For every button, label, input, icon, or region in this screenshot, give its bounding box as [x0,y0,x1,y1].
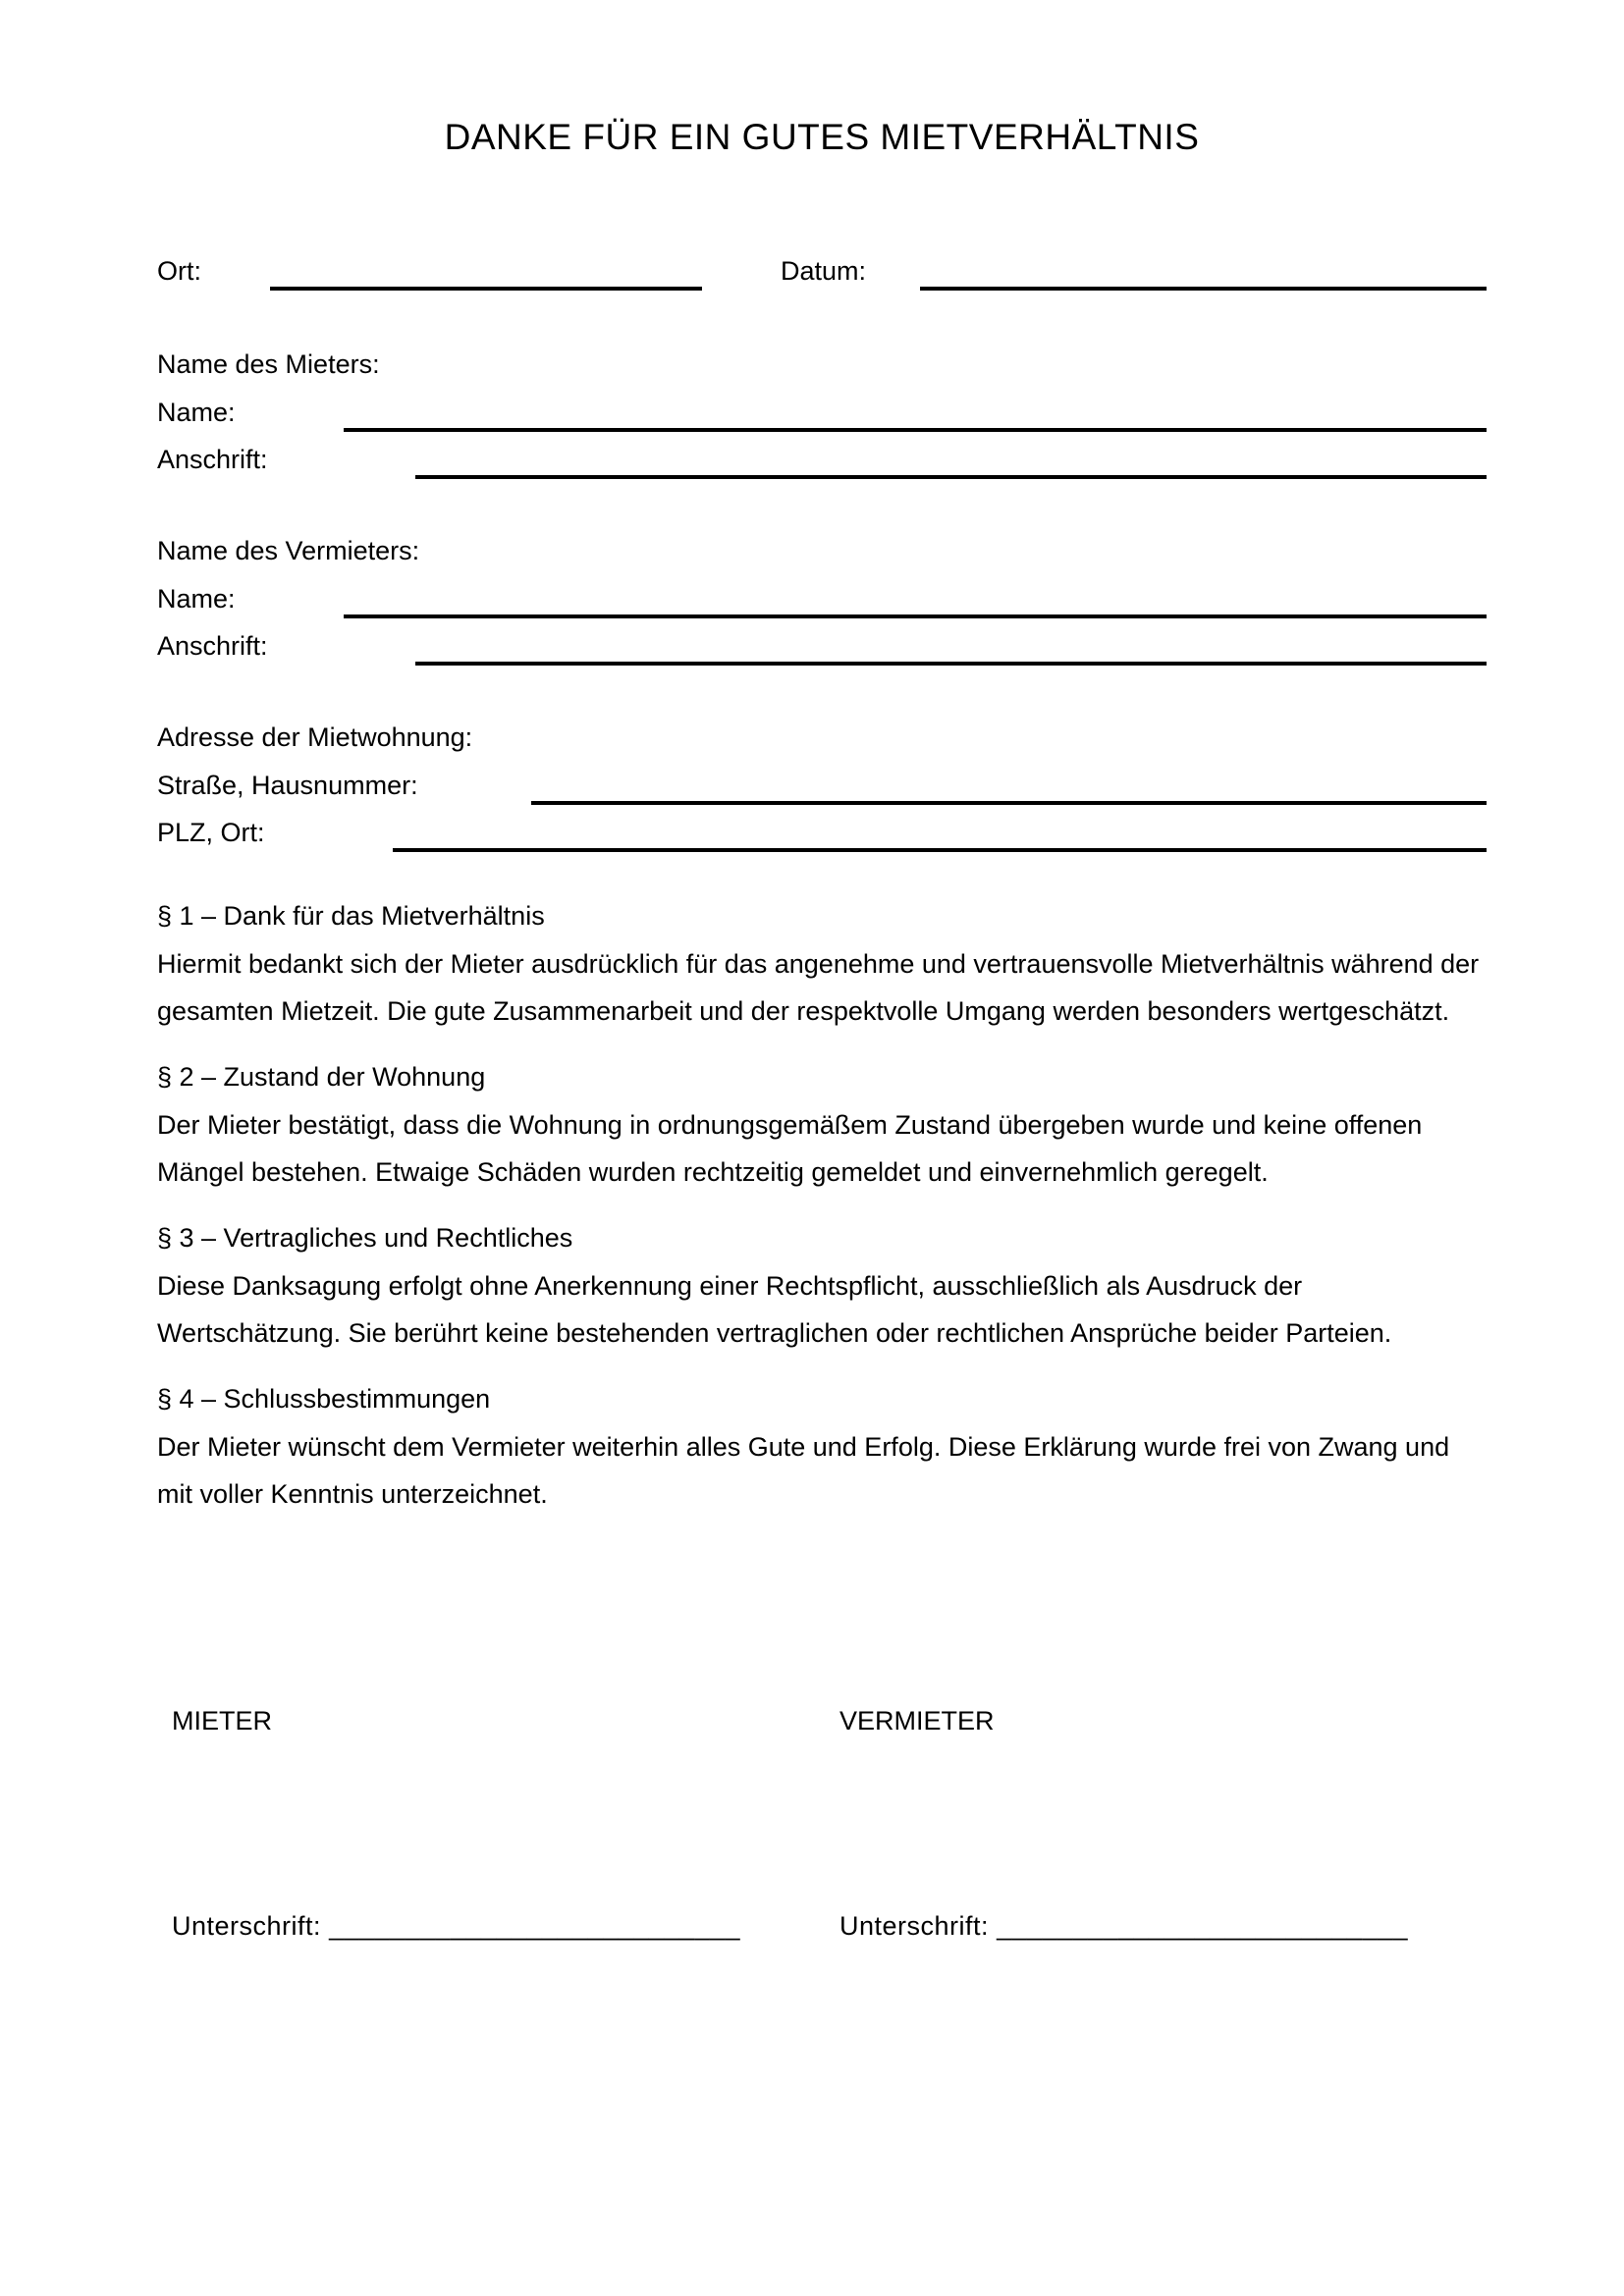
paragraph-2-body: Der Mieter bestätigt, dass die Wohnung in ordnungsgemäßem Zustand übergeben wurde und keine offenen Mängel bestehen. Etwaige Schäden wurden rechtzeitig gemeldet und einvernehmlich geregelt. [157,1110,1423,1187]
plz-row [157,813,1487,852]
paragraph-4-body: Der Mieter wünscht dem Vermieter weiterhin alles Gute und Erfolg. Diese Erklärung wurde frei von Zwang und mit voller Kenntnis unterzeichnet. [157,1432,1450,1509]
paragraph-2-heading: § 2 – Zustand der Wohnung [157,1062,486,1092]
mieter-unterschrift-row [172,1906,839,1946]
mieter-anschrift-row [157,440,1487,479]
vermieter-name-row [157,579,1487,618]
signature-headings-row [157,1704,1487,1737]
plz-label: PLZ, Ort: [157,818,265,847]
mieter-unterschrift-line: ___________________________ [329,1911,740,1941]
paragraph-3-body: Diese Danksagung erfolgt ohne Anerkennung einer Rechtspflicht, ausschließlich als Ausdruck der Wertschätzung. Sie berührt keine bestehenden vertraglichen oder rechtlichen Ansprüche beider Parteien. [157,1271,1392,1348]
vermieter-unterschrift-row [839,1906,1487,1946]
ort-datum-row [157,251,1487,291]
mieter-unterschrift-label: Unterschrift: [172,1911,322,1941]
vermieter-unterschrift-label: Unterschrift: [839,1911,990,1941]
signature-lines-row [157,1906,1487,1946]
vermieter-unterschrift-line: ___________________________ [997,1911,1408,1941]
paragraph-3-heading: § 3 – Vertragliches und Rechtliches [157,1223,573,1253]
document-title: DANKE FÜR EIN GUTES MIETVERHÄLTNIS [444,117,1200,157]
mieter-signature-heading: MIETER [172,1706,273,1735]
paragraph-1-body: Hiermit bedankt sich der Mieter ausdrücklich für das angenehme und vertrauensvolle Mietverhältnis während der gesamten Mietzeit. Die gute Zusammenarbeit und der respektvolle Umgang werden besonders wertgeschätzt. [157,949,1480,1026]
datum-fill-line [920,251,1487,291]
plz-fill-line [393,813,1487,852]
strasse-row [157,766,1487,805]
mieter-section-heading: Name des Mieters: [157,349,380,379]
mieter-name-fill-line [344,393,1487,432]
mieter-name-label: Name: [157,398,236,427]
strasse-fill-line [531,766,1487,805]
vermieter-anschrift-fill-line [415,626,1487,666]
ort-label: Ort: [157,256,201,286]
datum-label: Datum: [781,256,867,286]
paragraph-1-heading: § 1 – Dank für das Mietverhältnis [157,901,545,931]
vermieter-signature-heading: VERMIETER [839,1706,995,1735]
mieter-anschrift-fill-line [415,440,1487,479]
strasse-label: Straße, Hausnummer: [157,771,418,800]
mieter-name-row [157,393,1487,432]
vermieter-anschrift-row [157,626,1487,666]
wohnung-section-heading: Adresse der Mietwohnung: [157,722,473,752]
mieter-anschrift-label: Anschrift: [157,445,268,474]
vermieter-name-fill-line [344,579,1487,618]
vermieter-name-label: Name: [157,584,236,614]
vermieter-anschrift-label: Anschrift: [157,631,268,661]
paragraph-4-heading: § 4 – Schlussbestimmungen [157,1384,491,1414]
vermieter-section-heading: Name des Vermieters: [157,536,420,565]
ort-fill-line [270,251,702,291]
